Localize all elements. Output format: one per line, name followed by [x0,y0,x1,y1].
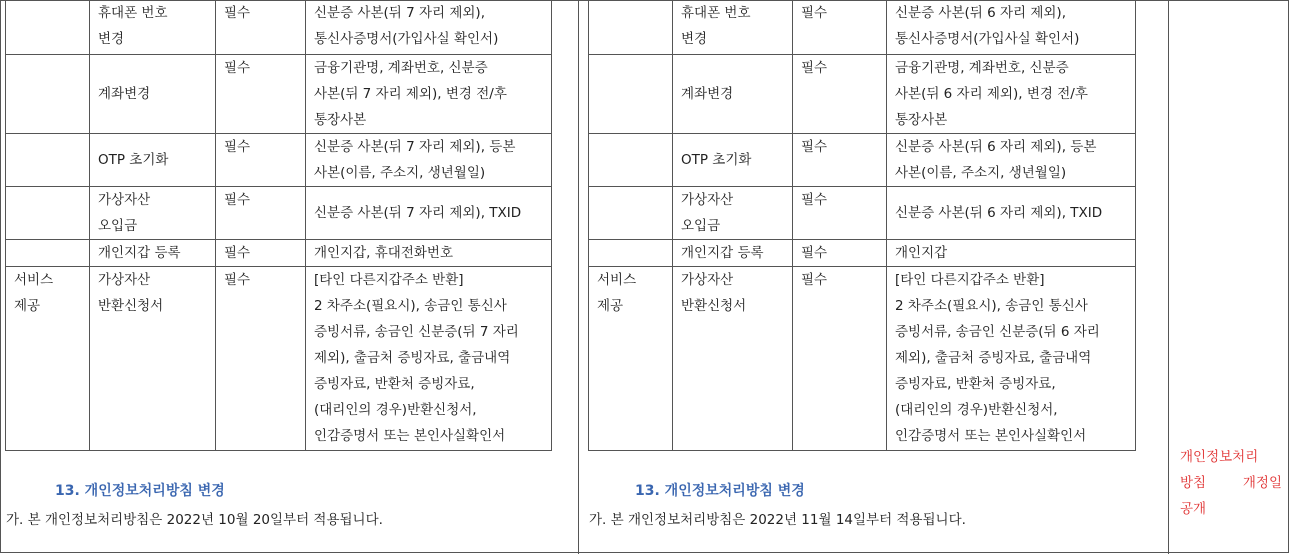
category-cell [589,134,673,187]
table-row [589,187,1136,240]
docs-cell: 개인지갑, 휴대전화번호 [306,240,552,267]
category-cell [6,240,90,267]
category-cell: 서비스 제공 [6,267,90,451]
category-cell [589,187,673,240]
category-cell: 서비스 제공 [589,267,673,451]
table-row [6,187,552,240]
required-cell: 필수 [216,0,306,55]
required-cell: 필수 [793,187,887,240]
item-cell: 개인지갑 등록 [90,240,216,267]
item-cell: 가상자산 오입금 [673,187,793,240]
required-cell: 필수 [793,267,887,451]
change-note [1180,444,1282,522]
column-divider-left [578,0,579,554]
table-row [6,55,552,134]
table-row [6,267,552,451]
required-cell: 필수 [216,240,306,267]
table-row [589,55,1136,134]
note-line: 공개 [1180,501,1207,517]
item-cell: 가상자산 반환신청서 [673,267,793,451]
section-heading-left: 13. 개인정보처리방침 변경 [55,483,225,499]
required-cell: 필수 [216,55,306,134]
docs-cell: 개인지갑 [887,240,1136,267]
note-word: 개정일 [1242,475,1282,491]
required-cell: 필수 [793,134,887,187]
item-cell: 휴대폰 번호 변경 [673,0,793,55]
docs-cell: 신분증 사본(뒤 7 자리 제외), 통신사증명서(가입사실 확인서) [306,0,552,55]
item-cell: 계좌변경 [673,55,793,134]
table-row [589,267,1136,451]
required-cell: 필수 [216,267,306,451]
item-cell: 가상자산 오입금 [90,187,216,240]
docs-cell: 신분증 사본(뒤 6 자리 제외), 통신사증명서(가입사실 확인서) [887,0,1136,55]
category-cell [6,134,90,187]
category-cell [6,0,90,55]
category-cell [6,187,90,240]
table-row [6,134,552,187]
note-word: 방침 [1180,475,1207,491]
table-row [6,240,552,267]
item-cell: 계좌변경 [90,55,216,134]
category-cell [589,0,673,55]
docs-cell: [타인 다른지갑주소 반환] 2 차주소(필요시), 송금인 통신사 증빙서류, 송금인 신분증(뒤 7 자리 제외), 출금처 증빙자료, 출금내역 증빙자료, 반환처 증빙자료, (대리인의 경우)반환신청서, 인감증명서 또는 본인사실확인서 [306,267,552,451]
column-divider-right [1168,0,1169,554]
docs-cell: [타인 다른지갑주소 반환] 2 차주소(필요시), 송금인 통신사 증빙서류, 송금인 신분증(뒤 6 자리 제외), 출금처 증빙자료, 출금내역 증빙자료, 반환처 증빙자료, (대리인의 경우)반환신청서, 인감증명서 또는 본인사실확인서 [887,267,1136,451]
docs-cell: 금융기관명, 계좌번호, 신분증 사본(뒤 7 자리 제외), 변경 전/후 통장사본 [306,55,552,134]
item-cell: 가상자산 반환신청서 [90,267,216,451]
category-cell [589,55,673,134]
docs-cell: 신분증 사본(뒤 7 자리 제외), TXID [306,187,552,240]
note-line: 개인정보처리 [1180,449,1259,465]
section-heading-right: 13. 개인정보처리방침 변경 [635,483,805,499]
category-cell [6,55,90,134]
section-text-right: 가. 본 개인정보처리방침은 2022년 11월 14일부터 적용됩니다. [589,512,966,528]
table-row [589,0,1136,55]
table-row [6,0,552,55]
table-row [589,134,1136,187]
docs-cell: 신분증 사본(뒤 6 자리 제외), 등본 사본(이름, 주소지, 생년월일) [887,134,1136,187]
item-cell: 개인지갑 등록 [673,240,793,267]
left-requirements-table [5,0,552,451]
required-cell: 필수 [793,0,887,55]
docs-cell: 금융기관명, 계좌번호, 신분증 사본(뒤 6 자리 제외), 변경 전/후 통장사본 [887,55,1136,134]
docs-cell: 신분증 사본(뒤 7 자리 제외), 등본 사본(이름, 주소지, 생년월일) [306,134,552,187]
section-text-left: 가. 본 개인정보처리방침은 2022년 10월 20일부터 적용됩니다. [6,512,383,528]
required-cell: 필수 [216,134,306,187]
item-cell: OTP 초기화 [90,134,216,187]
item-cell: 휴대폰 번호 변경 [90,0,216,55]
required-cell: 필수 [793,55,887,134]
item-cell: OTP 초기화 [673,134,793,187]
table-row [589,240,1136,267]
right-requirements-table [588,0,1136,451]
category-cell [589,240,673,267]
docs-cell: 신분증 사본(뒤 6 자리 제외), TXID [887,187,1136,240]
required-cell: 필수 [793,240,887,267]
required-cell: 필수 [216,187,306,240]
